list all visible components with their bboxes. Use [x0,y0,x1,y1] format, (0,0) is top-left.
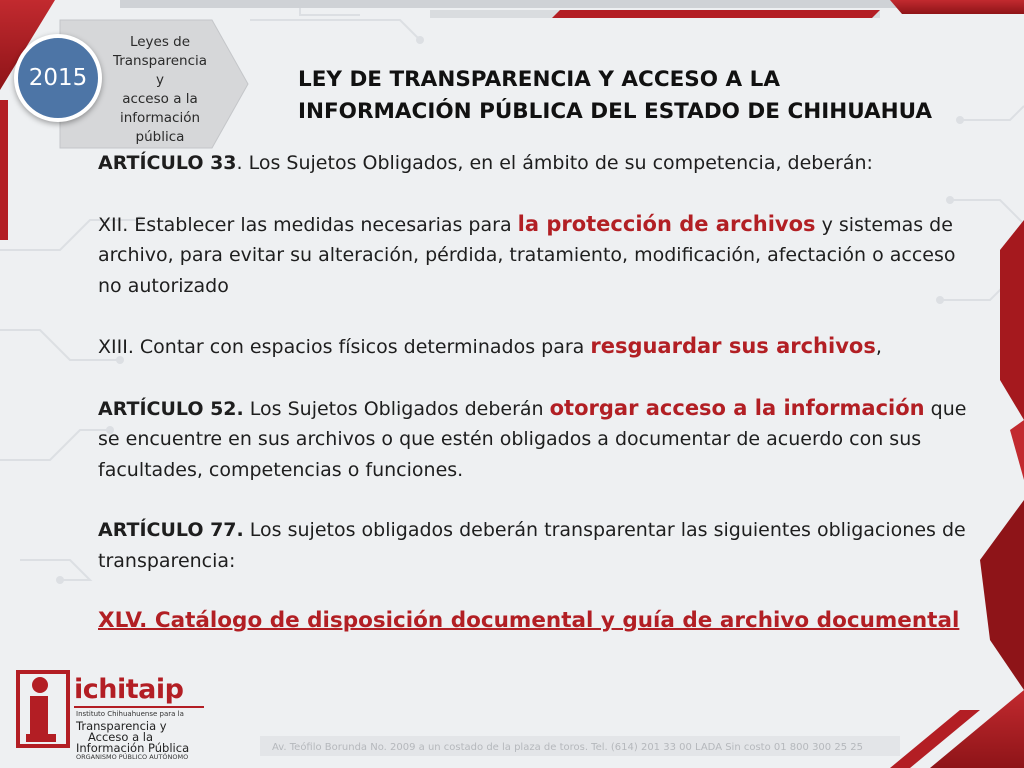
title-line-1: LEY DE TRANSPARENCIA Y ACCESO A LA [298,67,781,92]
logo-sub-1: Instituto Chihuahuense para la [76,710,184,718]
fraccion-xii [98,209,978,302]
slide-title [298,64,1018,128]
year-label: 2015 [28,65,88,91]
fraccion-xii-rest: y sistemas de archivo, para evitar su alteración, pérdida, tratamiento, modificación, afectación o acceso no autorizado [98,213,956,297]
footer-address: Av. Teófilo Borunda No. 2009 a un costado de la plaza de toros. Tel. (614) 201 33 00 LADA Sin costo 01 800 300 25 25 [272,742,863,753]
articulo-52 [98,393,978,486]
articulo-77-text: Los sujetos obligados deberán transparentar las siguientes obligaciones de transparencia: [98,519,966,572]
articulo-33-heading: ARTÍCULO 33 [98,152,237,174]
articulo-52-highlight: otorgar acceso a la información [549,395,925,420]
slide-body [98,148,978,637]
articulo-33-text: . Los Sujetos Obligados, en el ámbito de su competencia, deberán: [236,152,873,174]
year-badge [14,34,102,122]
articulo-77-heading: ARTÍCULO 77. [98,519,244,541]
tab-line: información [119,110,201,126]
fraccion-xii-lead: XII. Establecer las medidas necesarias para [98,213,518,236]
logo-sub-4: Información Pública [76,741,190,755]
logo-sub-5: ORGANISMO PÚBLICO AUTÓNOMO [76,753,189,761]
articulo-33 [98,148,978,179]
fraccion-xiii-highlight: resguardar sus archivos [590,334,876,358]
fraccion-xiii-rest: , [875,336,882,358]
fraccion-xlv: XLV. Catálogo de disposición documental y guía de archivo documental [98,608,960,633]
law-tab-label [108,33,212,147]
fraccion-xiii-lead: XIII. Contar con espacios físicos determinados para [98,336,591,358]
logo-sub-3: Acceso a la [88,730,154,744]
tab-line: acceso a la [122,91,198,107]
tab-line: Transparencia y [112,53,208,88]
tab-line: pública [135,129,185,145]
articulo-52-lead: Los Sujetos Obligados deberán [243,397,550,420]
title-line-2: INFORMACIÓN PÚBLICA DEL ESTADO DE CHIHUAHUA [298,99,933,124]
logo-divider [74,706,204,708]
logo-sub-2: Transparencia y [76,719,167,733]
ichitaip-logo [16,668,256,760]
tab-line: Leyes de [129,34,191,50]
articulo-77 [98,515,978,576]
ichitaip-mark-icon [16,668,70,750]
articulo-52-rest: que se encuentre en sus archivos o que estén obligados a documentar de acuerdo con sus facultades, competencias o funciones. [98,397,967,481]
fraccion-xii-highlight: la protección de archivos [517,211,816,236]
articulo-52-heading: ARTÍCULO 52. [98,397,244,420]
fraccion-xiii [98,331,978,363]
logo-name: ichitaip [74,674,184,705]
